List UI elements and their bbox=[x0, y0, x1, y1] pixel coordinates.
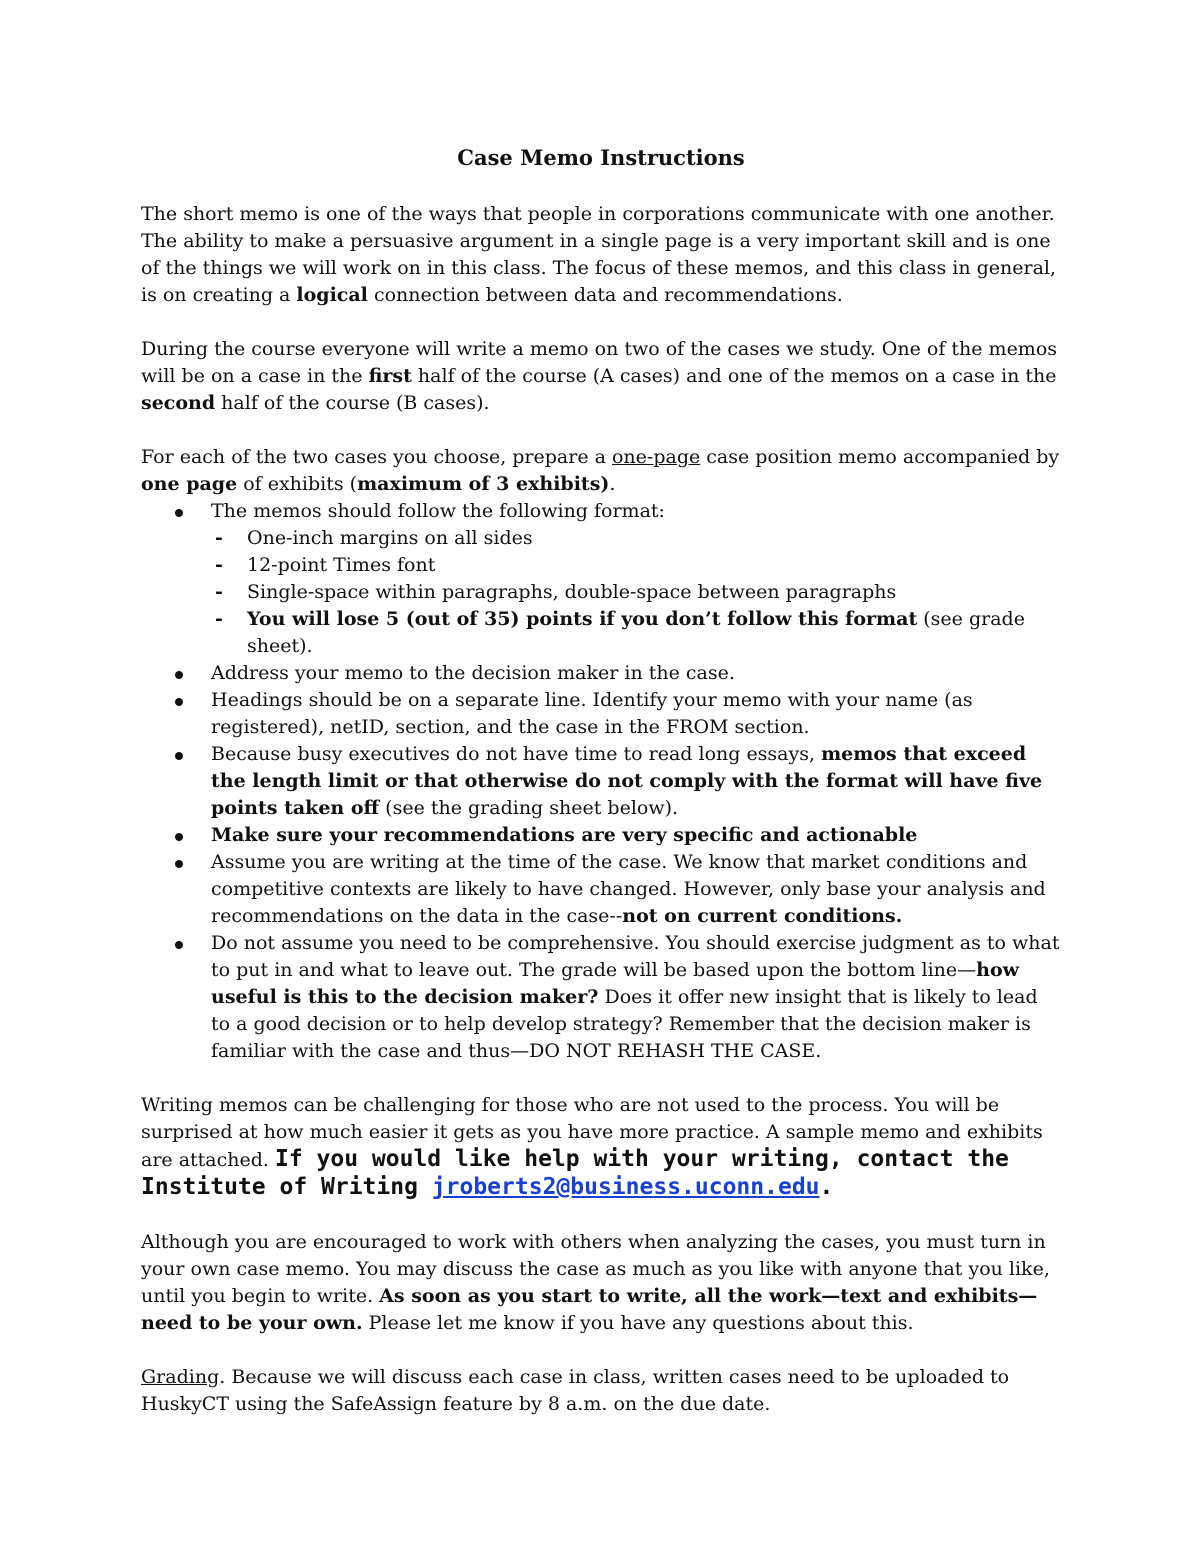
list-item bbox=[211, 660, 1061, 687]
writing-help-paragraph bbox=[141, 1092, 1061, 1202]
list-item-text: The memos should follow the following format: bbox=[211, 500, 665, 522]
list-item bbox=[211, 741, 1061, 822]
dash-icon: - bbox=[215, 608, 223, 630]
list-item bbox=[211, 849, 1061, 930]
sublist-item bbox=[215, 606, 1061, 660]
bullet-icon bbox=[175, 698, 183, 706]
course-bold-second: second bbox=[141, 392, 216, 414]
list-item-bold: Make sure your recommendations are very specific and actionable bbox=[211, 824, 918, 846]
format-sublist bbox=[211, 525, 1061, 660]
bullet-icon bbox=[175, 509, 183, 517]
intro-paragraph bbox=[141, 201, 1061, 309]
course-bold-first: first bbox=[368, 365, 412, 387]
list-item-text: Do not assume you need to be comprehensive. You should exercise judgment as to what to put in and what to leave out. The grade will be based upon the bottom line— bbox=[211, 932, 1060, 981]
list-item-bold: how useful is this to the decision maker? bbox=[211, 959, 1019, 1008]
writing-help-callout: If you would like help with your writing, contact the Institute of Writing bbox=[141, 1146, 1009, 1200]
prepare-bold-one-page: one page bbox=[141, 473, 238, 495]
instruction-list bbox=[141, 498, 1061, 1065]
sublist-item-text: 12-point Times font bbox=[247, 554, 436, 576]
list-item-text: (see the grading sheet below). bbox=[379, 797, 679, 819]
sublist-item-bold: You will lose 5 (out of 35) points if you don’t follow this format bbox=[247, 608, 918, 630]
prepare-paragraph bbox=[141, 444, 1061, 498]
list-item-text: Because busy executives do not have time to read long essays, bbox=[211, 743, 822, 765]
dash-icon: - bbox=[215, 527, 223, 549]
collaboration-text-a: Although you are encouraged to work with others when analyzing the cases, you must turn in your own case memo. You may discuss the case as much as you like with anyone that you like, until you begin to write. bbox=[141, 1231, 1050, 1307]
sublist-item-text: Single-space within paragraphs, double-space between paragraphs bbox=[247, 581, 897, 603]
course-text-b: half of the course (A cases) and one of the memos on a case in the bbox=[411, 365, 1057, 387]
prepare-underline-one-page: one-page bbox=[611, 446, 701, 468]
list-item-text: Assume you are writing at the time of the case. We know that market conditions and competitive contexts are likely to have changed. However, only base your analysis and recommendations on the data in the case-- bbox=[211, 851, 1046, 927]
list-item-bold: not on current conditions. bbox=[622, 905, 903, 927]
sublist-item bbox=[215, 552, 1061, 579]
list-item-bold: memos that exceed the length limit or that otherwise do not comply with the format will have five points taken off bbox=[211, 743, 1043, 819]
institute-email-link[interactable]: jroberts2@business.uconn.edu bbox=[431, 1174, 820, 1200]
collaboration-text-b: Please let me know if you have any questions about this. bbox=[362, 1312, 914, 1334]
list-item-text: Address your memo to the decision maker in the case. bbox=[211, 662, 735, 684]
sublist-item bbox=[215, 525, 1061, 552]
bullet-icon bbox=[175, 941, 183, 949]
prepare-text-a: For each of the two cases you choose, prepare a bbox=[141, 446, 612, 468]
writing-help-period: . bbox=[819, 1174, 834, 1200]
dash-icon: - bbox=[215, 581, 223, 603]
writing-help-text: Writing memos can be challenging for those who are not used to the process. You will be surprised at how much easier it gets as you have more practice. A sample memo and exhibits are attached. bbox=[141, 1094, 1043, 1171]
dash-icon: - bbox=[215, 554, 223, 576]
prepare-bold-max-exhibits: maximum of 3 exhibits) bbox=[357, 473, 610, 495]
course-text-a: During the course everyone will write a memo on two of the cases we study. One of the memos will be on a case in the bbox=[141, 338, 1058, 387]
sublist-item-text: (see grade sheet). bbox=[247, 608, 1025, 657]
course-paragraph bbox=[141, 336, 1061, 417]
bullet-icon bbox=[175, 752, 183, 760]
list-item bbox=[211, 498, 1061, 660]
intro-text: The short memo is one of the ways that people in corporations communicate with one another. The ability to make a persuasive argument in a single page is a very important skill and is one of the things we will work on in this class. The focus of these memos, and this class in general, is on creating a bbox=[141, 203, 1057, 306]
collaboration-bold: As soon as you start to write, all the work—text and exhibits—need to be your own. bbox=[141, 1285, 1038, 1334]
prepare-text-d: . bbox=[609, 473, 616, 495]
sublist-item-text: One-inch margins on all sides bbox=[247, 527, 533, 549]
format-section bbox=[141, 444, 1061, 1065]
document-title: Case Memo Instructions bbox=[457, 145, 745, 170]
collaboration-paragraph bbox=[141, 1229, 1061, 1337]
grading-paragraph bbox=[141, 1364, 1061, 1418]
document-page bbox=[141, 143, 1061, 1445]
grading-text: . Because we will discuss each case in class, written cases need to be uploaded to HuskyCT using the SafeAssign feature by 8 a.m. on the due date. bbox=[141, 1366, 1010, 1415]
course-text-c: half of the course (B cases). bbox=[215, 392, 490, 414]
list-item bbox=[211, 822, 1061, 849]
list-item-text: Does it offer new insight that is likely to lead to a good decision or to help develop strategy? Remember that the decision maker is familiar with the case and thus—DO NOT REHASH THE CASE. bbox=[211, 986, 1038, 1062]
bullet-icon bbox=[175, 860, 183, 868]
bullet-icon bbox=[175, 833, 183, 841]
prepare-text-b: case position memo accompanied by bbox=[700, 446, 1060, 468]
list-item-text: Headings should be on a separate line. Identify your memo with your name (as registered), netID, section, and the case in the FROM section. bbox=[211, 689, 973, 738]
bullet-icon bbox=[175, 671, 183, 679]
intro-text-end: connection between data and recommendations. bbox=[367, 284, 843, 306]
list-item bbox=[211, 687, 1061, 741]
list-item bbox=[211, 930, 1061, 1065]
intro-bold-logical: logical bbox=[296, 284, 368, 306]
grading-heading: Grading bbox=[141, 1366, 220, 1388]
prepare-text-c: of exhibits ( bbox=[237, 473, 358, 495]
sublist-item bbox=[215, 579, 1061, 606]
